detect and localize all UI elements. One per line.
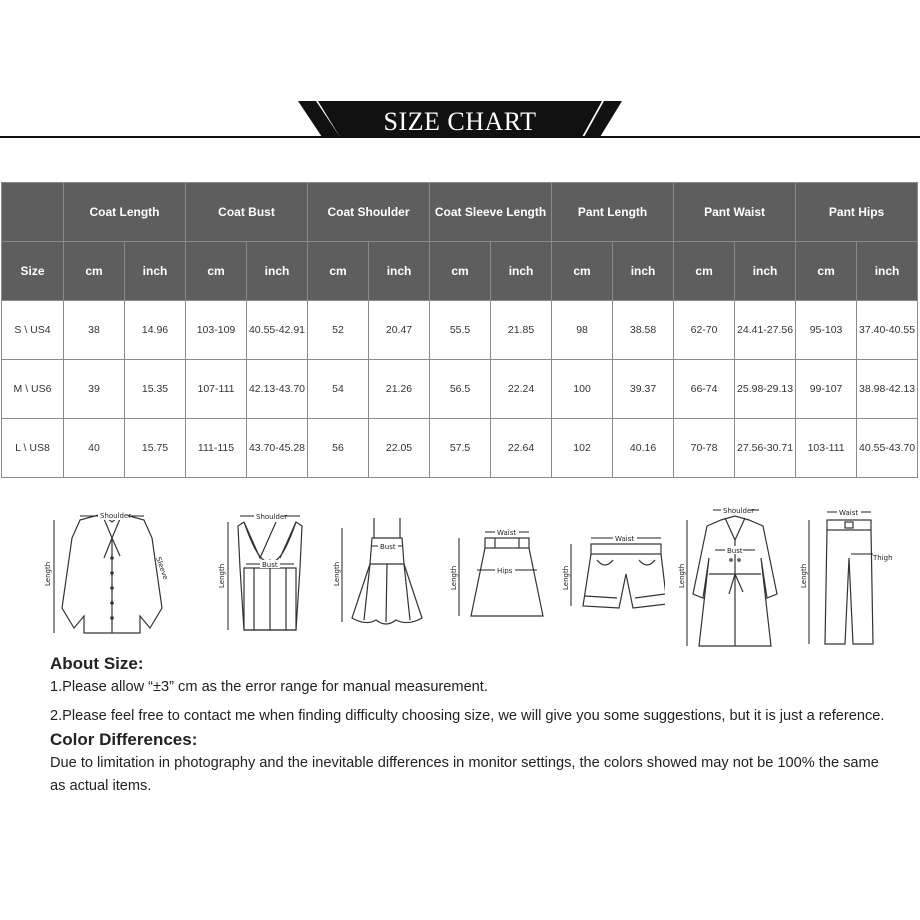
shoulder-label: Shoulder xyxy=(100,512,132,520)
about-size-note-2: 2.Please feel free to contact me when finding difficulty choosing size, we will give you some suggestions, but it is just a reference. xyxy=(50,708,885,724)
table-cell: 43.70-45.28 xyxy=(247,419,308,478)
unit-cm: cm xyxy=(796,242,857,301)
blouse-figure xyxy=(40,498,170,648)
size-label: S \ US4 xyxy=(2,301,64,360)
about-size-heading: About Size: xyxy=(50,654,144,673)
length-label: Length xyxy=(678,563,686,588)
bust-label: Bust xyxy=(380,543,396,551)
table-row xyxy=(2,419,918,478)
unit-cm: cm xyxy=(64,242,125,301)
table-cell: 70-78 xyxy=(674,419,735,478)
header-pant-waist: Pant Waist xyxy=(674,183,796,242)
header-corner xyxy=(2,183,64,242)
sleeve-label: Sleeve xyxy=(154,555,170,581)
table-cell: 98 xyxy=(552,301,613,360)
length-label: Length xyxy=(218,563,226,588)
waist-label: Waist xyxy=(497,529,517,537)
table-cell: 21.85 xyxy=(491,301,552,360)
table-cell: 15.35 xyxy=(125,360,186,419)
unit-cm: cm xyxy=(430,242,491,301)
table-cell: 22.64 xyxy=(491,419,552,478)
table-cell: 38 xyxy=(64,301,125,360)
unit-inch: inch xyxy=(613,242,674,301)
waist-label: Waist xyxy=(839,509,859,517)
unit-cm: cm xyxy=(186,242,247,301)
table-cell: 37.40-40.55 xyxy=(857,301,918,360)
length-label: Length xyxy=(450,565,458,590)
trousers-figure xyxy=(795,498,895,648)
table-cell: 111-115 xyxy=(186,419,247,478)
table-cell: 40.16 xyxy=(613,419,674,478)
table-cell: 40.55-43.70 xyxy=(857,419,918,478)
table-cell: 54 xyxy=(308,360,369,419)
table-cell: 39 xyxy=(64,360,125,419)
table-cell: 107-111 xyxy=(186,360,247,419)
table-cell: 40 xyxy=(64,419,125,478)
table-cell: 52 xyxy=(308,301,369,360)
unit-inch: inch xyxy=(857,242,918,301)
length-label: Length xyxy=(562,565,570,590)
waist-label: Waist xyxy=(615,535,635,543)
about-size-note-1: 1.Please allow “±3” cm as the error range for manual measurement. xyxy=(50,679,488,695)
table-cell: 102 xyxy=(552,419,613,478)
table-cell: 66-74 xyxy=(674,360,735,419)
hips-label: Hips xyxy=(497,567,513,575)
table-cell: 55.5 xyxy=(430,301,491,360)
unit-inch: inch xyxy=(125,242,186,301)
header-pant-length: Pant Length xyxy=(552,183,674,242)
table-cell: 20.47 xyxy=(369,301,430,360)
thigh-label: Thigh xyxy=(873,554,893,562)
header-coat-bust: Coat Bust xyxy=(186,183,308,242)
length-label: Length xyxy=(800,563,808,588)
table-cell: 56.5 xyxy=(430,360,491,419)
shoulder-label: Shoulder xyxy=(256,513,288,521)
table-cell: 14.96 xyxy=(125,301,186,360)
table-cell: 62-70 xyxy=(674,301,735,360)
header-coat-length: Coat Length xyxy=(64,183,186,242)
table-cell: 100 xyxy=(552,360,613,419)
table-cell: 99-107 xyxy=(796,360,857,419)
table-cell: 21.26 xyxy=(369,360,430,419)
shoulder-label: Shoulder xyxy=(723,507,755,515)
unit-cm: cm xyxy=(552,242,613,301)
notes-section xyxy=(50,652,890,798)
header-pant-hips: Pant Hips xyxy=(796,183,918,242)
header-coat-shoulder: Coat Shoulder xyxy=(308,183,430,242)
table-cell: 27.56-30.71 xyxy=(735,419,796,478)
table-cell: 56 xyxy=(308,419,369,478)
shorts-figure xyxy=(555,498,665,648)
unit-inch: inch xyxy=(735,242,796,301)
length-label: Length xyxy=(44,561,52,586)
trench-coat-figure xyxy=(675,498,795,648)
table-group-header-row xyxy=(2,183,918,242)
table-unit-header-row xyxy=(2,242,918,301)
unit-inch: inch xyxy=(491,242,552,301)
table-row xyxy=(2,360,918,419)
table-cell: 39.37 xyxy=(613,360,674,419)
table-cell: 15.75 xyxy=(125,419,186,478)
bust-label: Bust xyxy=(262,561,278,569)
size-table xyxy=(1,182,918,478)
garment-measurement-figures xyxy=(40,498,900,648)
color-differences-heading: Color Differences: xyxy=(50,730,198,749)
table-row xyxy=(2,301,918,360)
table-cell: 38.98-42.13 xyxy=(857,360,918,419)
table-cell: 22.05 xyxy=(369,419,430,478)
tank-top-figure xyxy=(210,498,320,648)
size-chart-banner xyxy=(0,95,920,145)
bust-label: Bust xyxy=(727,547,743,555)
table-cell: 57.5 xyxy=(430,419,491,478)
unit-cm: cm xyxy=(308,242,369,301)
table-cell: 40.55-42.91 xyxy=(247,301,308,360)
unit-inch: inch xyxy=(369,242,430,301)
length-label: Length xyxy=(333,561,341,586)
skirt-figure xyxy=(445,498,545,648)
table-cell: 22.24 xyxy=(491,360,552,419)
header-size: Size xyxy=(2,242,64,301)
table-cell: 24.41-27.56 xyxy=(735,301,796,360)
size-label: M \ US6 xyxy=(2,360,64,419)
unit-cm: cm xyxy=(674,242,735,301)
table-cell: 103-111 xyxy=(796,419,857,478)
unit-inch: inch xyxy=(247,242,308,301)
table-cell: 25.98-29.13 xyxy=(735,360,796,419)
size-label: L \ US8 xyxy=(2,419,64,478)
banner-title: SIZE CHART xyxy=(383,107,537,136)
table-cell: 42.13-43.70 xyxy=(247,360,308,419)
color-differences-note: Due to limitation in photography and the inevitable differences in monitor settings, the colors showed may not be 100% the same as actual items. xyxy=(50,755,879,794)
header-coat-sleeve-length: Coat Sleeve Length xyxy=(430,183,552,242)
table-cell: 103-109 xyxy=(186,301,247,360)
table-cell: 95-103 xyxy=(796,301,857,360)
dress-figure xyxy=(330,498,440,648)
table-cell: 38.58 xyxy=(613,301,674,360)
